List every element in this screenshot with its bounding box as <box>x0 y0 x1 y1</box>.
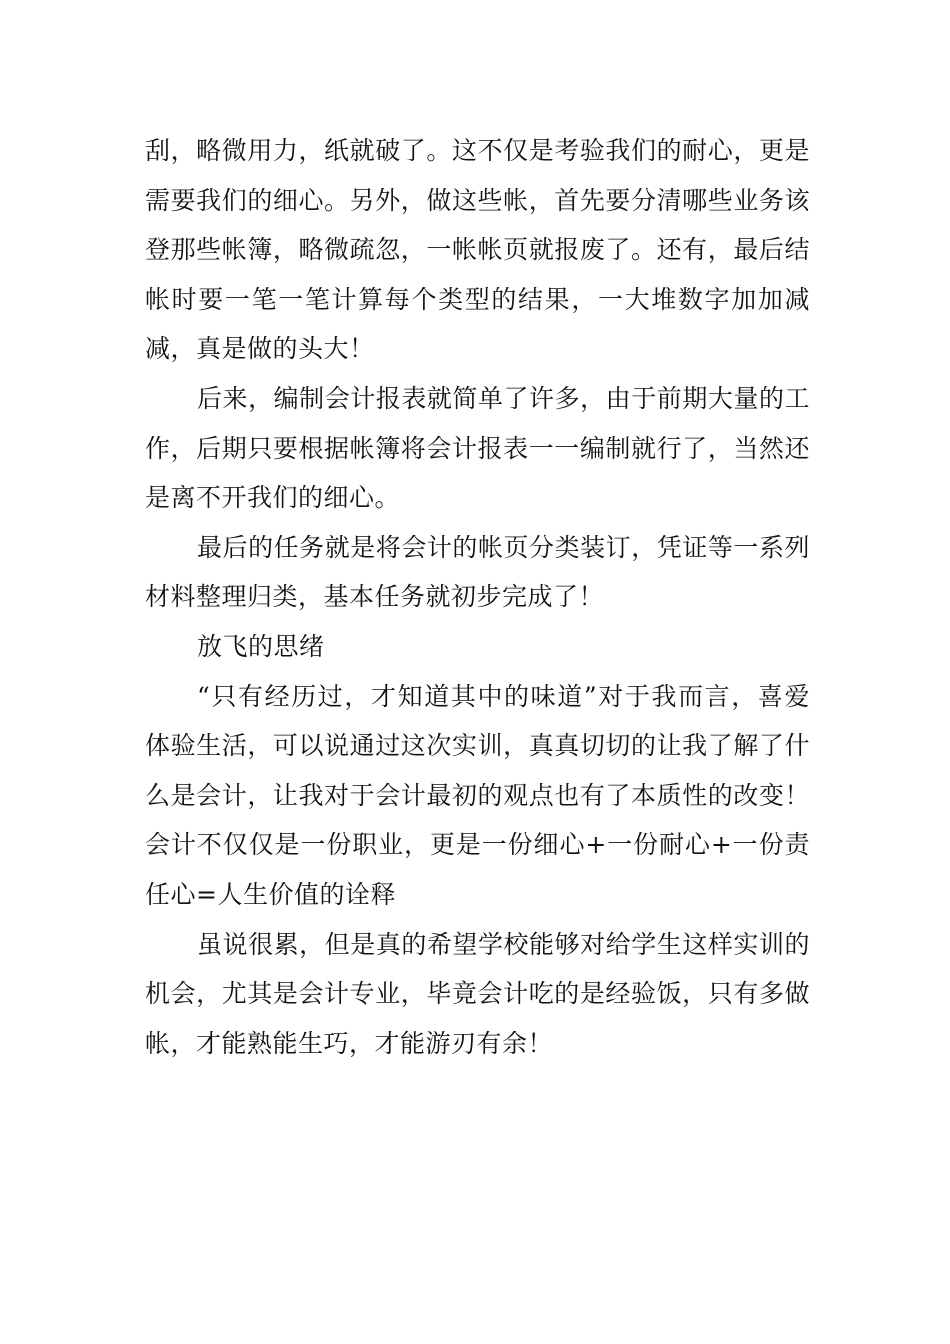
paragraph-final-task: 最后的任务就是将会计的帐页分类装订，凭证等一系列材料整理归类，基本任务就初步完成了！ <box>145 532 810 612</box>
document-body <box>145 126 810 1068</box>
paragraph-conclusion: 虽说很累，但是真的希望学校能够对给学生这样实训的机会，尤其是会计专业，毕竟会计吃的是经验饭，只有多做帐，才能熟能生巧，才能游刃有余！ <box>145 929 810 1058</box>
paragraph-continuation: 刮，略微用力，纸就破了。这不仅是考验我们的耐心，更是需要我们的细心。另外，做这些帐，首先要分清哪些业务该登那些帐簿，略微疏忽，一帐帐页就报废了。还有，最后结帐时要一笔一笔计算每个类型的结果，一大堆数字加加减减，真是做的头大！ <box>145 136 810 364</box>
paragraph-report-compilation: 后来，编制会计报表就简单了许多，由于前期大量的工作，后期只要根据帐簿将会计报表一一编制就行了，当然还是离不开我们的细心。 <box>145 383 810 513</box>
section-heading: 放飞的思绪 <box>197 631 325 661</box>
paragraph-reflection: “只有经历过，才知道其中的味道”对于我而言，喜爱体验生活，可以说通过这次实训，真真切切的让我了解了什么是会计，让我对于会计最初的观点也有了本质性的改变！会计不仅仅是一份职业，更是一份细心+一份耐心+一份责任心=人生价值的诠释 <box>145 681 810 909</box>
